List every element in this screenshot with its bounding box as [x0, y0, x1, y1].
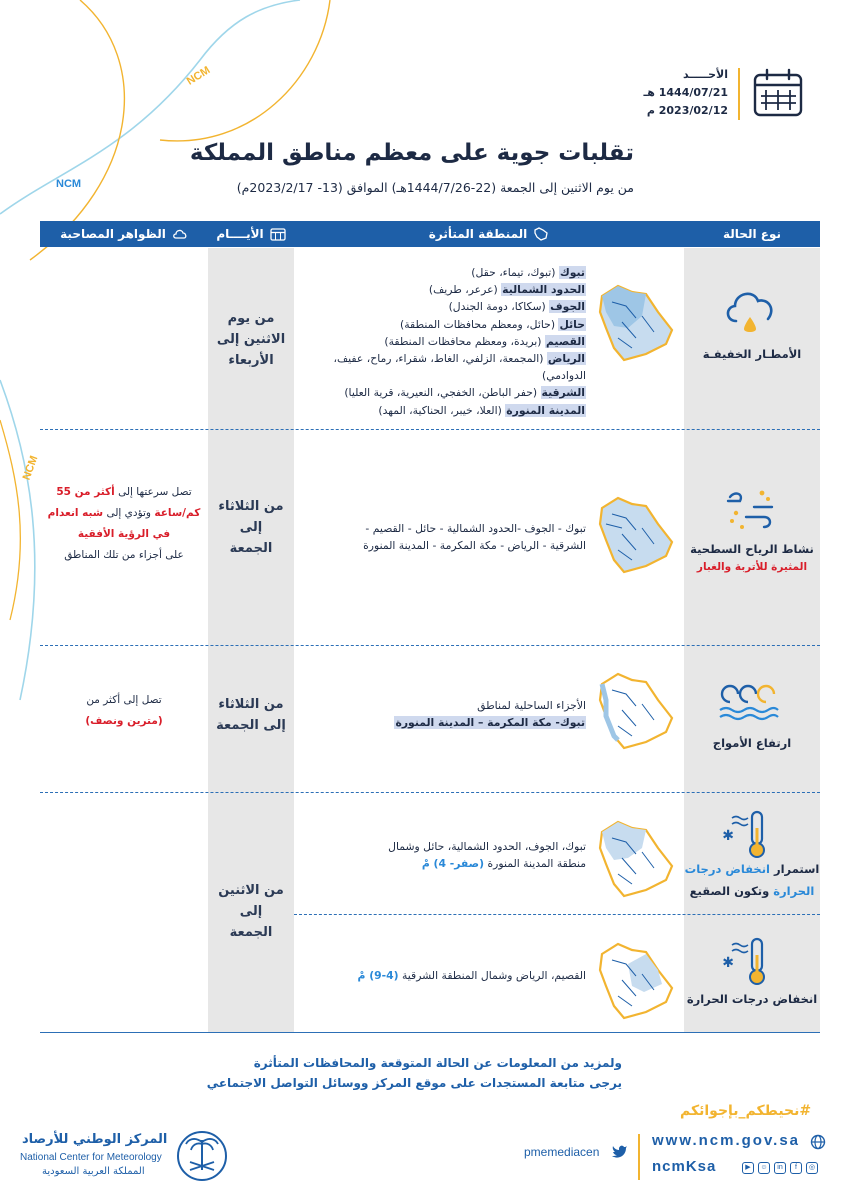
region-name: القصيم — [545, 334, 585, 348]
region-detail: (سكاكا، دومة الجندل) — [448, 300, 550, 314]
region-name: الشرقية — [541, 386, 585, 400]
row-separator — [294, 914, 820, 915]
header-days-label: الأيــــام — [216, 227, 264, 241]
region-detail: (تبوك، تيماء، حقل) — [471, 266, 559, 279]
svg-text:✱: ✱ — [722, 828, 734, 844]
date-block — [572, 66, 812, 122]
days-line: الأربعاء — [228, 353, 274, 368]
phenomena-text: تصل سرعتها إلى — [114, 486, 192, 498]
rain-cloud-icon — [722, 285, 778, 337]
region-line: تبوك - الجوف -الحدود الشمالية - حائل - القصيم - — [365, 522, 586, 535]
region-name: تبوك — [559, 266, 585, 279]
days-row-1 — [208, 308, 294, 371]
status-frost — [684, 858, 820, 902]
phenomena-text: تصل إلى أكثر من — [86, 694, 162, 706]
org-name-ar: المركز الوطني للأرصاد — [22, 1132, 168, 1147]
saudi-map-row-3 — [592, 670, 676, 752]
social-bar — [520, 1130, 830, 1190]
header-status — [684, 221, 820, 247]
saudi-map-row-5 — [592, 940, 676, 1022]
days-line: من الاثنين — [218, 883, 284, 898]
row-separator — [40, 429, 820, 430]
page-subtitle: من يوم الاثنين إلى الجمعة (22-1444/7/26هـ) الموافق (13- 2023/2/17م) — [236, 180, 634, 195]
days-line: الاثنين إلى — [216, 332, 286, 347]
footer-line: يرجى متابعة المستجدات على موقع المركز ووسائل التواصل الاجتماعي — [206, 1076, 622, 1090]
days-line: من الثلاثاء — [218, 499, 284, 514]
twitter-icon[interactable] — [612, 1144, 628, 1158]
days-line: الجمعة — [229, 925, 273, 940]
region-detail: (حفر الباطن، الخفجي، النعيرية، قرية العليا) — [344, 386, 541, 400]
saudi-map-row-1 — [592, 282, 676, 364]
status-temperature-drop: انخفاض درجات الحرارة — [686, 992, 818, 1006]
region-detail: (حائل، ومعظم محافظات المنطقة) — [400, 317, 559, 331]
website-link[interactable]: www.ncm.gov.sa — [652, 1132, 801, 1149]
regions-row-2 — [296, 520, 586, 554]
region-detail: الدوادمي) — [542, 369, 586, 383]
palm-emblem-icon — [176, 1126, 228, 1186]
cloud-icon — [172, 227, 188, 241]
row-separator — [40, 792, 820, 793]
hashtag: #نحيطكم_بإجوائكم — [680, 1103, 812, 1119]
days-line: إلى — [239, 904, 263, 919]
country-name: المملكة العربية السعودية — [42, 1166, 145, 1177]
divider — [638, 1134, 640, 1180]
region-name: حائل — [559, 317, 585, 331]
calendar-icon — [270, 227, 286, 241]
status-waves: ارتفاع الأمواج — [712, 736, 792, 750]
instagram-icon[interactable]: ◎ — [806, 1162, 818, 1174]
social-handle[interactable]: ncmKsa — [652, 1158, 717, 1175]
phenomena-text: على أجزاء من تلك المناطق — [64, 549, 184, 561]
region-line: الشرقية - الرياض - مكة المكرمة - المدينة المنورة — [363, 539, 586, 553]
saudi-map-row-4 — [592, 818, 676, 900]
phenomena-highlight: في الرؤية الأفقية — [77, 528, 171, 540]
region-line: القصيم، الرياض وشمال المنطقة الشرقية — [398, 969, 586, 982]
region-detail: (عرعر، طريف) — [428, 283, 502, 297]
days-line: إلى — [239, 520, 263, 535]
ncm-logo — [14, 1126, 234, 1188]
table-header — [40, 221, 820, 247]
days-line: الجمعة — [229, 541, 273, 556]
social-icons — [742, 1162, 818, 1174]
region-name: الحدود الشمالية — [502, 283, 585, 297]
region-line: منطقة المدينة المنورة — [484, 857, 586, 871]
region-name: المدينة المنورة — [506, 403, 585, 417]
region-line: الأجزاء الساحلية لمناطق — [477, 699, 586, 712]
regions-row-4 — [296, 838, 586, 872]
phenomena-row-3 — [44, 690, 204, 732]
days-line: من يوم — [227, 311, 275, 326]
days-row-3 — [208, 694, 294, 736]
status-light-rain: الأمطـار الخفيفـة — [702, 347, 802, 361]
days-line: من الثلاثاء — [218, 697, 284, 712]
header-regions-label: المنطقة المتأثرة — [428, 227, 528, 241]
status-part: استمرار — [769, 862, 820, 876]
row-separator — [40, 645, 820, 646]
region-name: الجوف — [550, 300, 585, 314]
region-detail: (بريدة، ومعظم محافظات المنطقة) — [384, 334, 545, 348]
ncm-tag: NCM — [56, 178, 82, 190]
temperature-range: (صفر- 4) مْ — [421, 857, 485, 871]
region-detail: (المجمعة، الزلفي، الغاط، شقراء، رماح، عفيف، — [333, 352, 547, 366]
header-phenomena — [40, 221, 208, 247]
phenomena-highlight: كم/ساعة — [154, 507, 201, 519]
days-row-4 — [208, 880, 294, 943]
day-name: الأحـــــد — [682, 68, 728, 81]
phenomena-highlight: شبه انعدام — [47, 507, 104, 519]
phenomena-highlight: (مترين ونصف) — [85, 715, 163, 727]
linkedin-icon[interactable]: in — [774, 1162, 786, 1174]
date-separator — [738, 68, 740, 120]
footer-line: ولمزيد من المعلومات عن الحالة المتوقعة والمحافظات المتأثرة — [253, 1056, 622, 1070]
header-days — [208, 221, 294, 247]
youtube-icon[interactable]: ▶ — [742, 1162, 754, 1174]
phenomena-row-2 — [44, 482, 204, 566]
header-regions — [294, 221, 684, 247]
status-line: نشاط الرياح السطحية — [690, 542, 814, 556]
footer-note — [0, 1053, 848, 1093]
gregorian-date: 2023/02/12 م — [646, 104, 728, 117]
saudi-map-row-2 — [592, 494, 676, 576]
date-text — [644, 66, 728, 120]
calendar-icon — [752, 68, 804, 118]
hijri-date: 1444/07/21 هـ — [643, 86, 728, 99]
svg-text:✱: ✱ — [722, 955, 734, 971]
snapchat-icon[interactable]: ☺ — [758, 1162, 770, 1174]
ncm-tag: NCM — [184, 64, 213, 88]
twitter-handle[interactable]: pmemediacen — [524, 1145, 600, 1159]
region-highlight: تبوك- مكة المكرمة – المدينة المنورة — [395, 716, 585, 730]
temperature-range: (4-9) مْ — [357, 969, 399, 982]
wind-dust-icon — [724, 487, 778, 533]
header-status-label: نوع الحالة — [723, 227, 781, 241]
regions-row-3 — [296, 697, 586, 731]
days-row-2 — [208, 496, 294, 559]
region-detail: (العلا، خيبر، الحناكية، المهد) — [378, 403, 506, 417]
header-phenomena-label: الظواهر المصاحبة — [60, 227, 166, 241]
status-highlight: الحرارة — [773, 884, 815, 898]
regions-row-5 — [296, 967, 586, 984]
saudi-map-icon — [533, 227, 549, 241]
ncm-tag: NCM — [20, 454, 41, 482]
globe-icon — [810, 1134, 826, 1150]
table-bottom-line — [40, 1032, 820, 1033]
status-highlight: انخفاض درجات — [684, 862, 770, 876]
region-name: الرياض — [547, 352, 585, 366]
days-line: إلى الجمعة — [216, 718, 286, 733]
phenomena-highlight: أكثر من 55 — [56, 486, 115, 498]
page-title: تقلبات جوية على معظم مناطق المملكة — [189, 140, 634, 166]
facebook-icon[interactable]: f — [790, 1162, 802, 1174]
status-part: وتكون الصقيع — [689, 884, 774, 898]
regions-row-1 — [296, 264, 586, 419]
phenomena-text: وتؤدي إلى — [103, 507, 155, 519]
status-surface-winds — [684, 540, 820, 576]
region-line: تبوك، الجوف، الحدود الشمالية، حائل وشمال — [388, 840, 586, 853]
status-line: المثيرة للأتربة والغبار — [696, 561, 808, 573]
thermometer-cold-icon — [722, 935, 774, 987]
waves-icon — [718, 682, 778, 722]
thermometer-frost-icon — [722, 808, 774, 860]
org-name-en: National Center for Meteorology — [20, 1152, 162, 1163]
